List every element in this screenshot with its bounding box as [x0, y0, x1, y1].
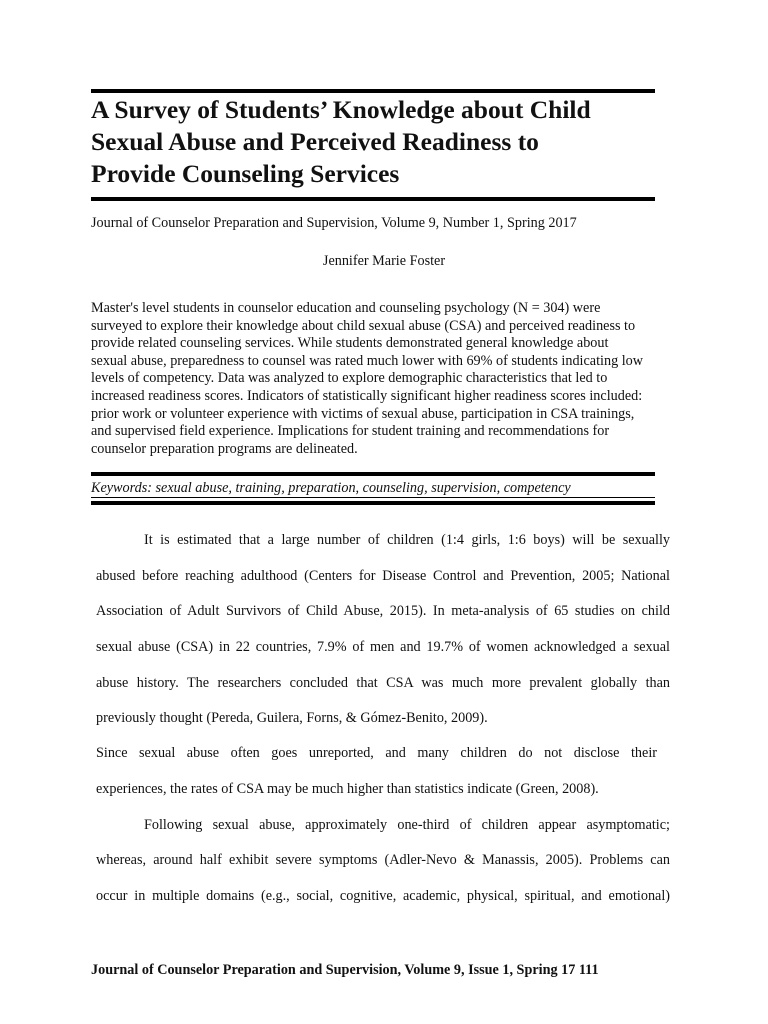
abstract-line: and supervised field experience. Implications for student training and recommendations for: [91, 423, 610, 440]
body-line: sexual abuse (CSA) in 22 countries, 7.9% of men and 19.7% of women acknowledged a sexual: [96, 639, 670, 655]
keywords-bottom-rule-thin: [91, 497, 655, 498]
paper-title-line: Provide Counseling Services: [91, 159, 400, 188]
keywords-bottom-rule: [91, 501, 655, 505]
author-name: Jennifer Marie Foster: [322, 253, 446, 269]
abstract-line: levels of competency. Data was analyzed to explore demographic characteristics that led to: [91, 370, 608, 387]
abstract-line: sexual abuse, preparedness to counsel was rated much lower with 69% of students indicating low: [91, 352, 643, 369]
journal-citation: Journal of Counselor Preparation and Supervision, Volume 9, Number 1, Spring 2017: [91, 215, 577, 231]
keywords-top-rule: [91, 472, 655, 476]
page-footer: Journal of Counselor Preparation and Supervision, Volume 9, Issue 1, Spring 17 111: [91, 962, 599, 978]
abstract-line: counselor preparation programs are delineated.: [91, 440, 358, 457]
body-line: abuse history. The researchers concluded that CSA was much more prevalent globally than: [96, 675, 670, 691]
body-line: previously thought (Pereda, Guilera, Forns, & Gómez-Benito, 2009).: [96, 710, 488, 726]
abstract-line: surveyed to explore their knowledge about child sexual abuse (CSA) and perceived readiness to: [91, 317, 636, 334]
body-line: whereas, around half exhibit severe symptoms (Adler-Nevo & Manassis, 2005). Problems can: [96, 852, 670, 868]
abstract: [91, 300, 671, 458]
body-line: It is estimated that a large number of children (1:4 girls, 1:6 boys) will be sexually: [144, 532, 670, 548]
title-top-rule: [91, 89, 655, 93]
body-line: occur in multiple domains (e.g., social, cognitive, academic, physical, spiritual, and emotional): [96, 888, 670, 904]
paper-title-line: A Survey of Students’ Knowledge about Child: [91, 95, 591, 124]
paper-title: [91, 94, 671, 190]
body-line: Following sexual abuse, approximately one-third of children appear asymptomatic;: [144, 817, 670, 833]
body-line: experiences, the rates of CSA may be much higher than statistics indicate (Green, 2008).: [96, 781, 599, 797]
abstract-line: prior work or volunteer experience with victims of sexual abuse, participation in CSA trainings,: [91, 405, 635, 422]
abstract-line: provide related counseling services. While students demonstrated general knowledge about: [91, 335, 609, 352]
abstract-line: increased readiness scores. Indicators of statistically significant higher readiness scores included:: [91, 387, 643, 404]
body-line: abused before reaching adulthood (Centers for Disease Control and Prevention, 2005; National: [96, 568, 670, 584]
abstract-line: Master's level students in counselor education and counseling psychology (N = 304) were: [91, 300, 601, 316]
body-line: Association of Adult Survivors of Child Abuse, 2015). In meta-analysis of 65 studies on child: [96, 603, 670, 619]
keywords: Keywords: sexual abuse, training, preparation, counseling, supervision, competency: [91, 480, 571, 496]
body-line: Since sexual abuse often goes unreported, and many children do not disclose their: [96, 745, 657, 761]
title-bottom-rule: [91, 197, 655, 201]
paper-title-line: Sexual Abuse and Perceived Readiness to: [91, 127, 539, 156]
